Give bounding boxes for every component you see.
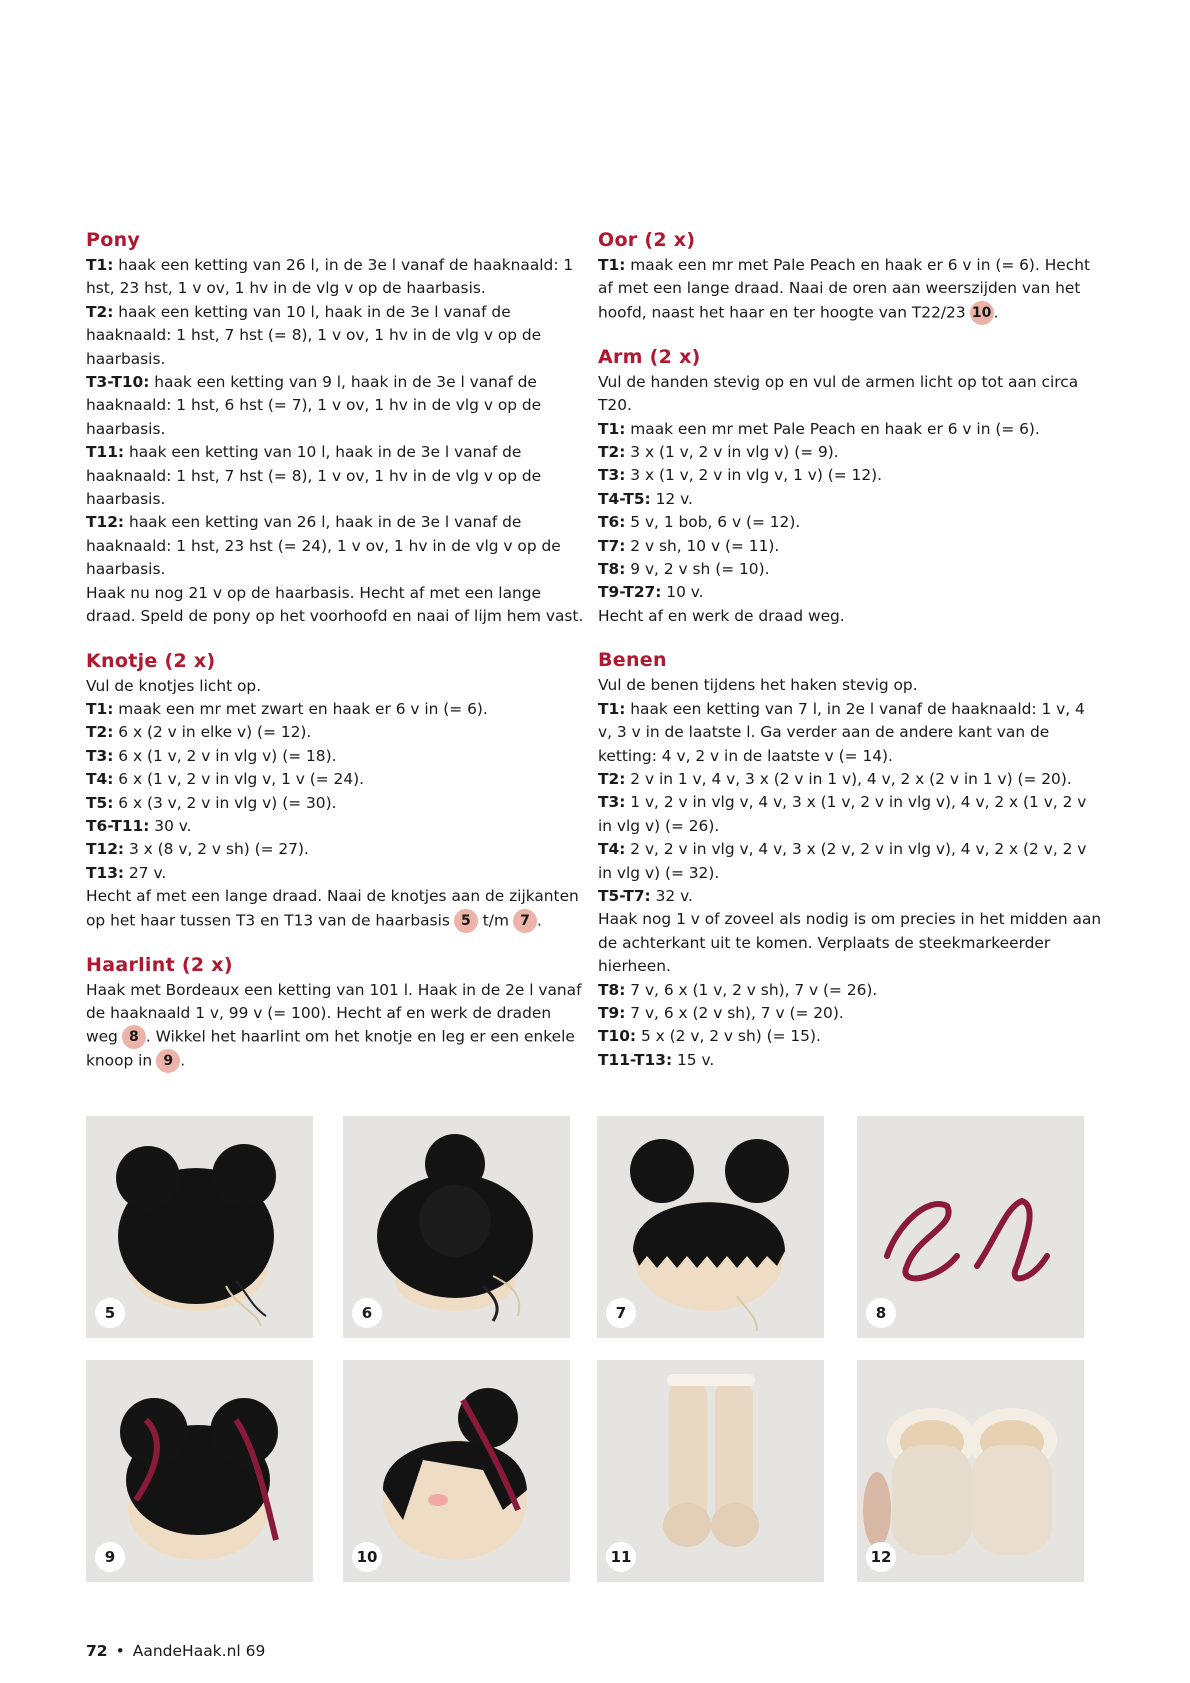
row-text: haak een ketting van 26 l, in de 3e l vanaf de haaknaald: 1 hst, 23 hst, 1 v ov, 1 hv in de vlg v op de haarbasis. xyxy=(86,256,574,298)
instruction-line xyxy=(598,418,1103,441)
instruction-line xyxy=(86,371,586,441)
row-text: 1 v, 2 v in vlg v, 4 v, 3 x (1 v, 2 v in vlg v), 4 v, 2 x (1 v, 2 v in vlg v) (= 26). xyxy=(598,793,1087,835)
instruction-line xyxy=(86,721,586,744)
section xyxy=(598,228,1103,325)
row-text: haak een ketting van 10 l, haak in de 3e l vanaf de haaknaald: 1 hst, 7 hst (= 8), 1 v ov, 1 hv in de vlg v op de haarbasis. xyxy=(86,302,542,368)
row-text: 3 x (1 v, 2 v in vlg v) (= 9). xyxy=(625,443,839,462)
instruction-line xyxy=(86,511,586,581)
instruction-line xyxy=(86,582,586,629)
instruction-line xyxy=(598,605,1103,628)
right-column xyxy=(598,228,1103,1092)
instruction-line xyxy=(598,1002,1103,1025)
photo-reference-badge: 9 xyxy=(156,1049,180,1073)
row-label: T8: xyxy=(598,980,626,999)
photo-6 xyxy=(343,1116,570,1338)
row-text: 6 x (3 v, 2 v in vlg v) (= 30). xyxy=(113,793,337,812)
row-text: 2 v in 1 v, 4 v, 3 x (2 v in 1 v), 4 v, 2 x (2 v in 1 v) (= 20). xyxy=(625,769,1072,788)
row-label: T3: xyxy=(598,793,626,812)
section-title: Oor (2 x) xyxy=(598,229,696,251)
instruction-line xyxy=(86,838,586,861)
left-column xyxy=(86,228,586,1093)
row-text: 6 x (2 v in elke v) (= 12). xyxy=(113,723,312,742)
row-label: T6-T11: xyxy=(86,816,150,835)
row-label: T3: xyxy=(598,466,626,485)
row-text: . xyxy=(180,1051,186,1070)
instruction-line xyxy=(598,885,1103,908)
photo-reference-badge: 5 xyxy=(454,909,478,933)
photo-number: 10 xyxy=(352,1542,382,1572)
instruction-line xyxy=(598,838,1103,885)
row-text: 15 v. xyxy=(672,1050,715,1069)
row-text: Vul de knotjes licht op. xyxy=(86,676,262,695)
row-text: 9 v, 2 v sh (= 10). xyxy=(625,560,770,579)
photo-number: 11 xyxy=(606,1542,636,1572)
row-text: 3 x (8 v, 2 v sh) (= 27). xyxy=(124,840,309,859)
row-label: T1: xyxy=(598,419,626,438)
page-number: 72 xyxy=(86,1642,108,1660)
instruction-line xyxy=(598,581,1103,604)
section xyxy=(86,953,586,1074)
section-title: Arm (2 x) xyxy=(598,345,701,368)
row-label: T2: xyxy=(86,723,114,742)
photo-grid xyxy=(86,1116,1086,1582)
instruction-line xyxy=(86,441,586,511)
row-text: 12 v. xyxy=(650,489,693,508)
row-text: Haak met Bordeaux een ketting van 101 l. Haak in de 2e l vanaf de haaknaald 1 v, 99 v (= 100). Hecht af en werk de draden weg xyxy=(86,980,582,1046)
row-label: T3: xyxy=(86,746,114,765)
row-label: T6: xyxy=(598,513,626,532)
row-label: T1: xyxy=(86,256,114,274)
instruction-line xyxy=(86,675,586,698)
row-text: 6 x (1 v, 2 v in vlg v) (= 18). xyxy=(113,746,337,765)
row-label: T9: xyxy=(598,1003,626,1022)
section xyxy=(598,345,1103,628)
photo-12 xyxy=(857,1360,1084,1582)
row-text: Hecht af en werk de draad weg. xyxy=(598,606,845,625)
row-label: T1: xyxy=(598,699,626,718)
row-label: T8: xyxy=(598,560,626,579)
row-label: T1: xyxy=(598,256,626,274)
section xyxy=(598,648,1103,1072)
row-text: maak een mr met Pale Peach en haak er 6 v in (= 6). xyxy=(625,419,1040,438)
instruction-line xyxy=(86,745,586,768)
section xyxy=(86,649,586,933)
row-text: 10 v. xyxy=(661,583,704,602)
row-label: T4: xyxy=(598,840,626,859)
row-text: Hecht af met een lange draad. Naai de knotjes aan de zijkanten op het haar tussen T3 en T13 van de haarbasis xyxy=(86,887,579,930)
row-text: 2 v sh, 10 v (= 11). xyxy=(625,536,780,555)
row-text: Vul de benen tijdens het haken stevig op. xyxy=(598,676,918,695)
section xyxy=(86,228,586,629)
row-text: Vul de handen stevig op en vul de armen licht op tot aan circa T20. xyxy=(598,372,1079,415)
photo-number: 6 xyxy=(352,1298,382,1328)
row-text: Haak nog 1 v of zoveel als nodig is om precies in het midden aan de achterkant uit te komen. Verplaats de steekmarkeerder hierheen. xyxy=(598,910,1102,976)
row-text: maak een mr met Pale Peach en haak er 6 v in (= 6). Hecht af met een lange draad. Naai de oren aan weerszijden van het hoofd, naast het haar en ter hoogte van T22/23 xyxy=(598,256,1091,322)
instruction-line xyxy=(598,511,1103,534)
row-label: T2: xyxy=(86,302,114,321)
row-label: T9-T27: xyxy=(598,583,662,602)
row-text: . Wikkel het haarlint om het knotje en leg er een enkele knoop in xyxy=(86,1027,575,1070)
row-label: T13: xyxy=(86,863,125,882)
row-text: haak een ketting van 7 l, in 2e l vanaf de haaknaald: 1 v, 4 v, 3 v in de laatste l. Ga verder aan de andere kant van de ketting: 4 v, 2 v in de laatste v (= 14). xyxy=(598,699,1085,765)
photo-number: 5 xyxy=(95,1298,125,1328)
section-title: Benen xyxy=(598,649,667,672)
section-title: Pony xyxy=(86,229,141,251)
instruction-line xyxy=(86,301,586,371)
row-label: T11: xyxy=(86,443,125,462)
row-text: 5 x (2 v, 2 v sh) (= 15). xyxy=(636,1027,821,1046)
row-text: . xyxy=(536,911,542,930)
instruction-line xyxy=(598,698,1103,768)
photo-number: 7 xyxy=(606,1298,636,1328)
instruction-line xyxy=(598,254,1103,325)
instruction-line xyxy=(86,792,586,815)
instruction-line xyxy=(86,979,586,1074)
row-text: 27 v. xyxy=(124,863,167,882)
row-label: T5-T7: xyxy=(598,886,651,905)
instruction-line xyxy=(598,1025,1103,1048)
instruction-line xyxy=(86,862,586,885)
section-title: Knotje (2 x) xyxy=(86,649,216,672)
photo-number: 12 xyxy=(866,1542,896,1572)
row-text: maak een mr met zwart en haak er 6 v in (= 6). xyxy=(113,699,488,718)
row-label: T12: xyxy=(86,840,125,859)
row-text: haak een ketting van 10 l, haak in de 3e l vanaf de haaknaald: 1 hst, 7 hst (= 8), 1 v ov, 1 hv in de vlg v op de haarbasis. xyxy=(86,443,542,509)
instruction-line xyxy=(86,768,586,791)
row-label: T3-T10: xyxy=(86,373,150,392)
row-label: T7: xyxy=(598,536,626,555)
row-text: Haak nu nog 21 v op de haarbasis. Hecht af met een lange draad. Speld de pony op het voorhoofd en naai of lijm hem vast. xyxy=(86,583,584,626)
photo-reference-badge: 8 xyxy=(122,1025,146,1049)
row-text: 7 v, 6 x (1 v, 2 v sh), 7 v (= 26). xyxy=(625,980,878,999)
page-footer xyxy=(86,1642,265,1660)
row-label: T10: xyxy=(598,1027,637,1046)
instruction-line xyxy=(598,371,1103,418)
row-label: T11-T13: xyxy=(598,1050,673,1069)
instruction-line xyxy=(86,254,586,301)
photo-8 xyxy=(857,1116,1084,1338)
instruction-line xyxy=(86,815,586,838)
row-text: 3 x (1 v, 2 v in vlg v, 1 v) (= 12). xyxy=(625,466,883,485)
photo-9 xyxy=(86,1360,313,1582)
instruction-line xyxy=(598,908,1103,978)
photo-number: 8 xyxy=(866,1298,896,1328)
photo-5 xyxy=(86,1116,313,1338)
row-label: T1: xyxy=(86,699,114,718)
row-label: T4: xyxy=(86,770,114,789)
row-label: T5: xyxy=(86,793,114,812)
row-text: . xyxy=(993,303,999,322)
row-label: T2: xyxy=(598,769,626,788)
footer-site: AandeHaak.nl 69 xyxy=(132,1642,266,1660)
row-label: T2: xyxy=(598,443,626,462)
row-text: 32 v. xyxy=(650,886,693,905)
instruction-line xyxy=(598,768,1103,791)
instruction-line xyxy=(598,979,1103,1002)
row-text: haak een ketting van 9 l, haak in de 3e l vanaf de haaknaald: 1 hst, 6 hst (= 7), 1 v ov, 1 hv in de vlg v op de haarbasis. xyxy=(86,373,542,438)
row-text: haak een ketting van 26 l, haak in de 3e l vanaf de haaknaald: 1 hst, 23 hst (= 24), 1 v ov, 1 hv in de vlg v op de haarbasis. xyxy=(86,513,561,579)
row-text: 30 v. xyxy=(149,816,192,835)
footer-separator: • xyxy=(115,1642,125,1660)
instruction-line xyxy=(598,441,1103,464)
instruction-line xyxy=(598,674,1103,697)
photo-number: 9 xyxy=(95,1542,125,1572)
instruction-line xyxy=(86,698,586,721)
row-text: 7 v, 6 x (2 v sh), 7 v (= 20). xyxy=(625,1003,844,1022)
instruction-line xyxy=(86,885,586,932)
row-text: 2 v, 2 v in vlg v, 4 v, 3 x (2 v, 2 v in vlg v), 4 v, 2 x (2 v, 2 v in vlg v) (= 32). xyxy=(598,840,1087,882)
section-title: Haarlint (2 x) xyxy=(86,953,233,976)
instruction-line xyxy=(598,1049,1103,1072)
instruction-line xyxy=(598,535,1103,558)
row-label: T4-T5: xyxy=(598,489,651,508)
photo-reference-badge: 7 xyxy=(513,909,537,933)
row-text: t/m xyxy=(477,911,509,930)
photo-reference-badge: 10 xyxy=(970,301,994,325)
instruction-line xyxy=(598,558,1103,581)
row-text: 5 v, 1 bob, 6 v (= 12). xyxy=(625,513,801,532)
instruction-line xyxy=(598,791,1103,838)
row-label: T12: xyxy=(86,513,125,532)
instruction-line xyxy=(598,488,1103,511)
photo-11 xyxy=(597,1360,824,1582)
row-text: 6 x (1 v, 2 v in vlg v, 1 v (= 24). xyxy=(113,770,365,789)
instruction-line xyxy=(598,464,1103,487)
photo-7 xyxy=(597,1116,824,1338)
photo-10 xyxy=(343,1360,570,1582)
